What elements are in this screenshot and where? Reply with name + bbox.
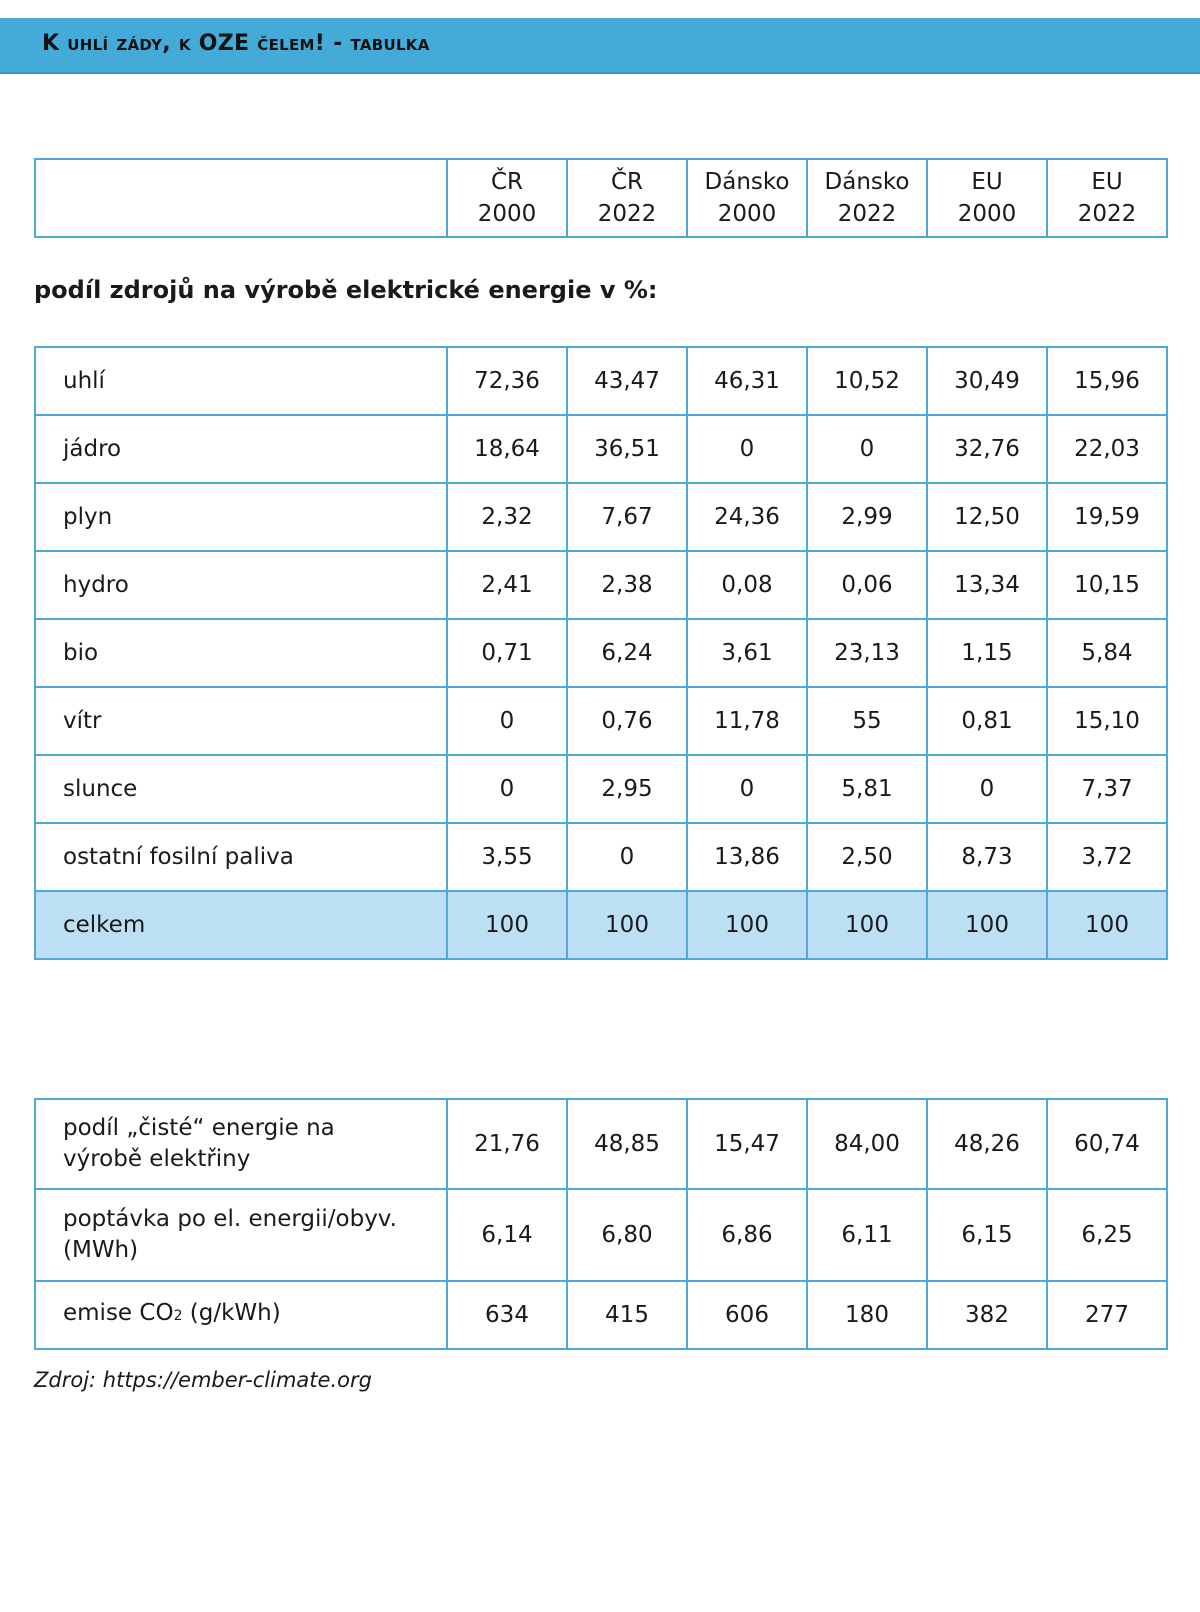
row-label: poptávka po el. energii/obyv. (MWh) (35, 1189, 447, 1281)
table-row (35, 347, 1167, 415)
table-row (35, 755, 1167, 823)
value-cell: 2,95 (567, 755, 687, 823)
table-row (35, 415, 1167, 483)
value-cell: 46,31 (687, 347, 807, 415)
value-cell: 18,64 (447, 415, 567, 483)
value-cell: 12,50 (927, 483, 1047, 551)
value-cell: 24,36 (687, 483, 807, 551)
table-row (35, 483, 1167, 551)
value-cell: 0,08 (687, 551, 807, 619)
value-cell: 6,11 (807, 1189, 927, 1281)
value-cell: 72,36 (447, 347, 567, 415)
table-row (35, 823, 1167, 891)
value-cell: 0,06 (807, 551, 927, 619)
column-header: Dánsko 2022 (807, 159, 927, 237)
table-row (35, 619, 1167, 687)
value-cell: 100 (447, 891, 567, 959)
value-cell: 6,24 (567, 619, 687, 687)
value-cell: 7,67 (567, 483, 687, 551)
value-cell: 2,50 (807, 823, 927, 891)
row-label: podíl „čisté“ energie na výrobě elektřiny (35, 1099, 447, 1189)
row-label: plyn (35, 483, 447, 551)
column-header-row (35, 159, 1167, 237)
value-cell: 0 (687, 755, 807, 823)
value-cell: 36,51 (567, 415, 687, 483)
value-cell: 6,80 (567, 1189, 687, 1281)
row-label: bio (35, 619, 447, 687)
value-cell: 634 (447, 1281, 567, 1349)
value-cell: 0 (927, 755, 1047, 823)
value-cell: 13,86 (687, 823, 807, 891)
value-cell: 43,47 (567, 347, 687, 415)
value-cell: 15,47 (687, 1099, 807, 1189)
value-cell: 100 (1047, 891, 1167, 959)
energy-share-table (34, 346, 1168, 960)
table-row (35, 551, 1167, 619)
value-cell: 7,37 (1047, 755, 1167, 823)
value-cell: 60,74 (1047, 1099, 1167, 1189)
total-row (35, 891, 1167, 959)
table-row (35, 1281, 1167, 1349)
value-cell: 15,96 (1047, 347, 1167, 415)
value-cell: 3,55 (447, 823, 567, 891)
value-cell: 382 (927, 1281, 1047, 1349)
value-cell: 8,73 (927, 823, 1047, 891)
value-cell: 2,32 (447, 483, 567, 551)
value-cell: 21,76 (447, 1099, 567, 1189)
page-title: K uhlí zády, k OZE čelem! - tabulka (42, 31, 430, 56)
value-cell: 180 (807, 1281, 927, 1349)
value-cell: 10,15 (1047, 551, 1167, 619)
value-cell: 55 (807, 687, 927, 755)
value-cell: 2,41 (447, 551, 567, 619)
value-cell: 0 (687, 415, 807, 483)
source-note: Zdroj: https://ember-climate.org (34, 1368, 372, 1392)
value-cell: 0 (447, 755, 567, 823)
column-header: ČR 2000 (447, 159, 567, 237)
value-cell: 2,38 (567, 551, 687, 619)
value-cell: 6,15 (927, 1189, 1047, 1281)
value-cell: 100 (567, 891, 687, 959)
value-cell: 10,52 (807, 347, 927, 415)
value-cell: 0,76 (567, 687, 687, 755)
column-header: EU 2022 (1047, 159, 1167, 237)
value-cell: 6,86 (687, 1189, 807, 1281)
value-cell: 0 (567, 823, 687, 891)
value-cell: 11,78 (687, 687, 807, 755)
value-cell: 0,71 (447, 619, 567, 687)
column-header: ČR 2022 (567, 159, 687, 237)
value-cell: 3,72 (1047, 823, 1167, 891)
row-label: slunce (35, 755, 447, 823)
value-cell: 30,49 (927, 347, 1047, 415)
row-label: vítr (35, 687, 447, 755)
value-cell: 15,10 (1047, 687, 1167, 755)
table-row (35, 687, 1167, 755)
value-cell: 277 (1047, 1281, 1167, 1349)
value-cell: 48,26 (927, 1099, 1047, 1189)
table-row (35, 1099, 1167, 1189)
value-cell: 22,03 (1047, 415, 1167, 483)
row-label: celkem (35, 891, 447, 959)
row-label: uhlí (35, 347, 447, 415)
value-cell: 32,76 (927, 415, 1047, 483)
value-cell: 6,14 (447, 1189, 567, 1281)
value-cell: 100 (927, 891, 1047, 959)
row-label: jádro (35, 415, 447, 483)
header-bar (0, 18, 1200, 74)
value-cell: 23,13 (807, 619, 927, 687)
value-cell: 5,81 (807, 755, 927, 823)
row-label: hydro (35, 551, 447, 619)
value-cell: 13,34 (927, 551, 1047, 619)
value-cell: 48,85 (567, 1099, 687, 1189)
value-cell: 606 (687, 1281, 807, 1349)
column-header-table (34, 158, 1168, 238)
value-cell: 84,00 (807, 1099, 927, 1189)
value-cell: 2,99 (807, 483, 927, 551)
table-subtitle: podíl zdrojů na výrobě elektrické energie v %: (34, 276, 658, 304)
value-cell: 0 (447, 687, 567, 755)
value-cell: 100 (807, 891, 927, 959)
column-header: Dánsko 2000 (687, 159, 807, 237)
row-label: ostatní fosilní paliva (35, 823, 447, 891)
value-cell: 100 (687, 891, 807, 959)
value-cell: 0,81 (927, 687, 1047, 755)
empty-header-cell (35, 159, 447, 237)
value-cell: 3,61 (687, 619, 807, 687)
value-cell: 0 (807, 415, 927, 483)
column-header: EU 2000 (927, 159, 1047, 237)
table-row (35, 1189, 1167, 1281)
value-cell: 19,59 (1047, 483, 1167, 551)
indicator-table (34, 1098, 1168, 1350)
value-cell: 6,25 (1047, 1189, 1167, 1281)
value-cell: 415 (567, 1281, 687, 1349)
row-label: emise CO2 (g/kWh) (35, 1281, 447, 1349)
value-cell: 5,84 (1047, 619, 1167, 687)
value-cell: 1,15 (927, 619, 1047, 687)
